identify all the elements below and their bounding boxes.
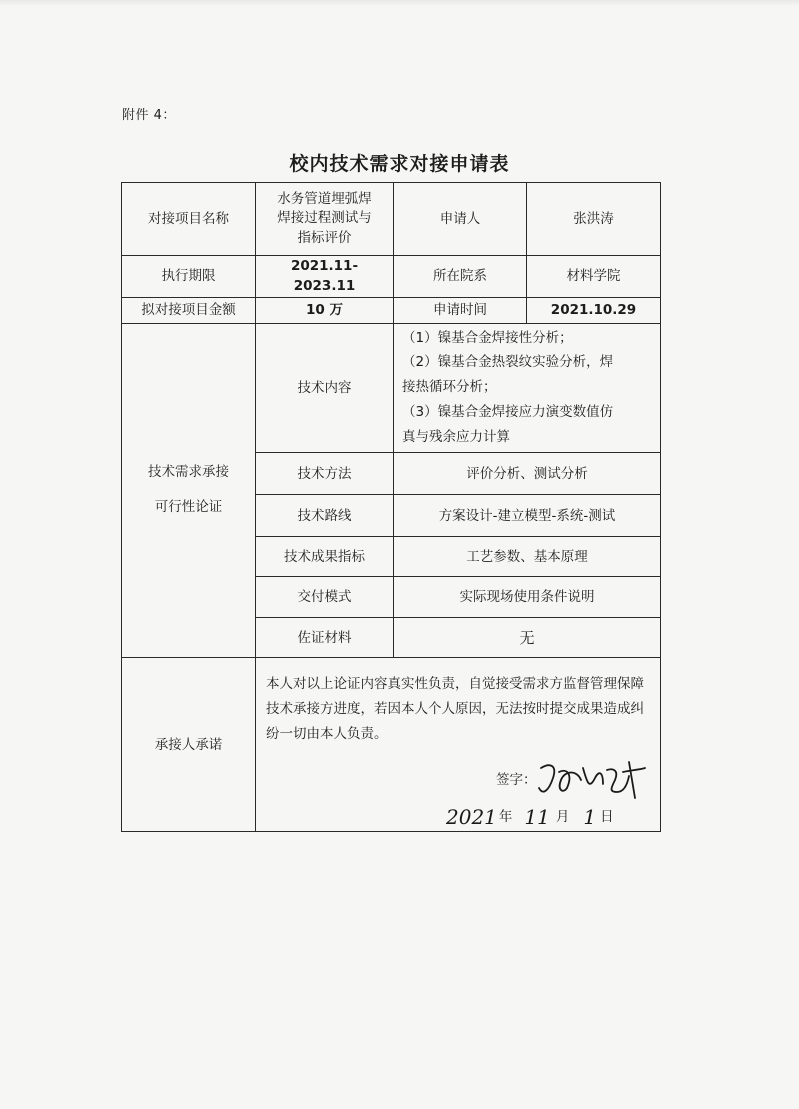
tech-content-label: 技术内容 <box>256 323 394 453</box>
feasibility-section-label <box>122 323 256 658</box>
department-value: 材料学院 <box>527 256 661 298</box>
amount-value: 10 万 <box>256 297 394 323</box>
applicant-label: 申请人 <box>394 183 527 256</box>
amount-label: 拟对接项目金额 <box>122 297 256 323</box>
date-row <box>446 802 614 832</box>
date-month-unit: 月 <box>555 809 570 826</box>
tech-content-value <box>394 323 661 453</box>
applicant-value: 张洪涛 <box>527 183 661 256</box>
tech-content-line: （1）镍基合金焊接性分析； <box>402 329 573 346</box>
tech-method-value: 评价分析、测试分析 <box>394 453 661 495</box>
scan-edge <box>0 0 799 6</box>
date-year-unit: 年 <box>498 809 513 826</box>
evidence-value: 无 <box>394 618 661 658</box>
sign-label: 签字： <box>496 772 537 789</box>
project-name-line-2: 焊接过程测试与 <box>277 210 372 227</box>
delivery-mode-label: 交付模式 <box>256 577 394 618</box>
tech-content-row <box>122 323 661 453</box>
tech-content-line: （3）镍基合金焊接应力演变数值仿 <box>402 404 614 421</box>
date-year: 2021 <box>446 805 497 830</box>
project-name-value <box>256 183 394 256</box>
promise-row <box>122 658 661 832</box>
tech-content-line: （2）镍基合金热裂纹实验分析，焊 <box>402 354 614 371</box>
tech-route-label: 技术路线 <box>256 495 394 537</box>
promise-content <box>256 658 661 832</box>
period-label: 执行期限 <box>122 256 256 298</box>
attachment-label: 附件 4： <box>122 108 176 123</box>
project-name-line-1: 水务管道埋弧焊 <box>277 190 372 207</box>
tech-route-value: 方案设计-建立模型-系统-测试 <box>394 495 661 537</box>
date-day-unit: 日 <box>600 809 614 826</box>
department-label: 所在院系 <box>394 256 527 298</box>
delivery-mode-value: 实际现场使用条件说明 <box>394 577 661 618</box>
project-name-line-3: 指标评价 <box>297 229 352 246</box>
period-value: 2021.11-2023.11 <box>256 256 394 298</box>
application-form-table <box>121 182 661 832</box>
period-row <box>122 256 661 298</box>
handwritten-signature <box>537 758 649 802</box>
project-name-row <box>122 183 661 256</box>
amount-row <box>122 297 661 323</box>
promise-label: 承接人承诺 <box>122 658 256 832</box>
apply-time-label: 申请时间 <box>394 297 527 323</box>
promise-text: 本人对以上论证内容真实性负责，自觉接受需求方监督管理保障技术承接方进度，若因本人个人原因，无法按时提交成果造成纠纷一切由本人负责。 <box>266 676 644 743</box>
tech-result-value: 工艺参数、基本原理 <box>394 537 661 577</box>
tech-content-line: 真与残余应力计算 <box>402 429 510 446</box>
form-title: 校内技术需求对接申请表 <box>289 153 510 175</box>
tech-method-label: 技术方法 <box>256 453 394 495</box>
evidence-label: 佐证材料 <box>256 618 394 658</box>
date-month: 11 <box>524 805 550 830</box>
project-name-label: 对接项目名称 <box>122 183 256 256</box>
tech-content-line: 接热循环分析； <box>402 379 497 396</box>
feasibility-label-line-1: 技术需求承接 <box>148 464 229 481</box>
tech-result-label: 技术成果指标 <box>256 537 394 577</box>
feasibility-label-line-2: 可行性论证 <box>154 499 223 516</box>
apply-time-value: 2021.10.29 <box>527 297 661 323</box>
date-day: 1 <box>583 805 597 830</box>
signature-row <box>496 758 649 802</box>
